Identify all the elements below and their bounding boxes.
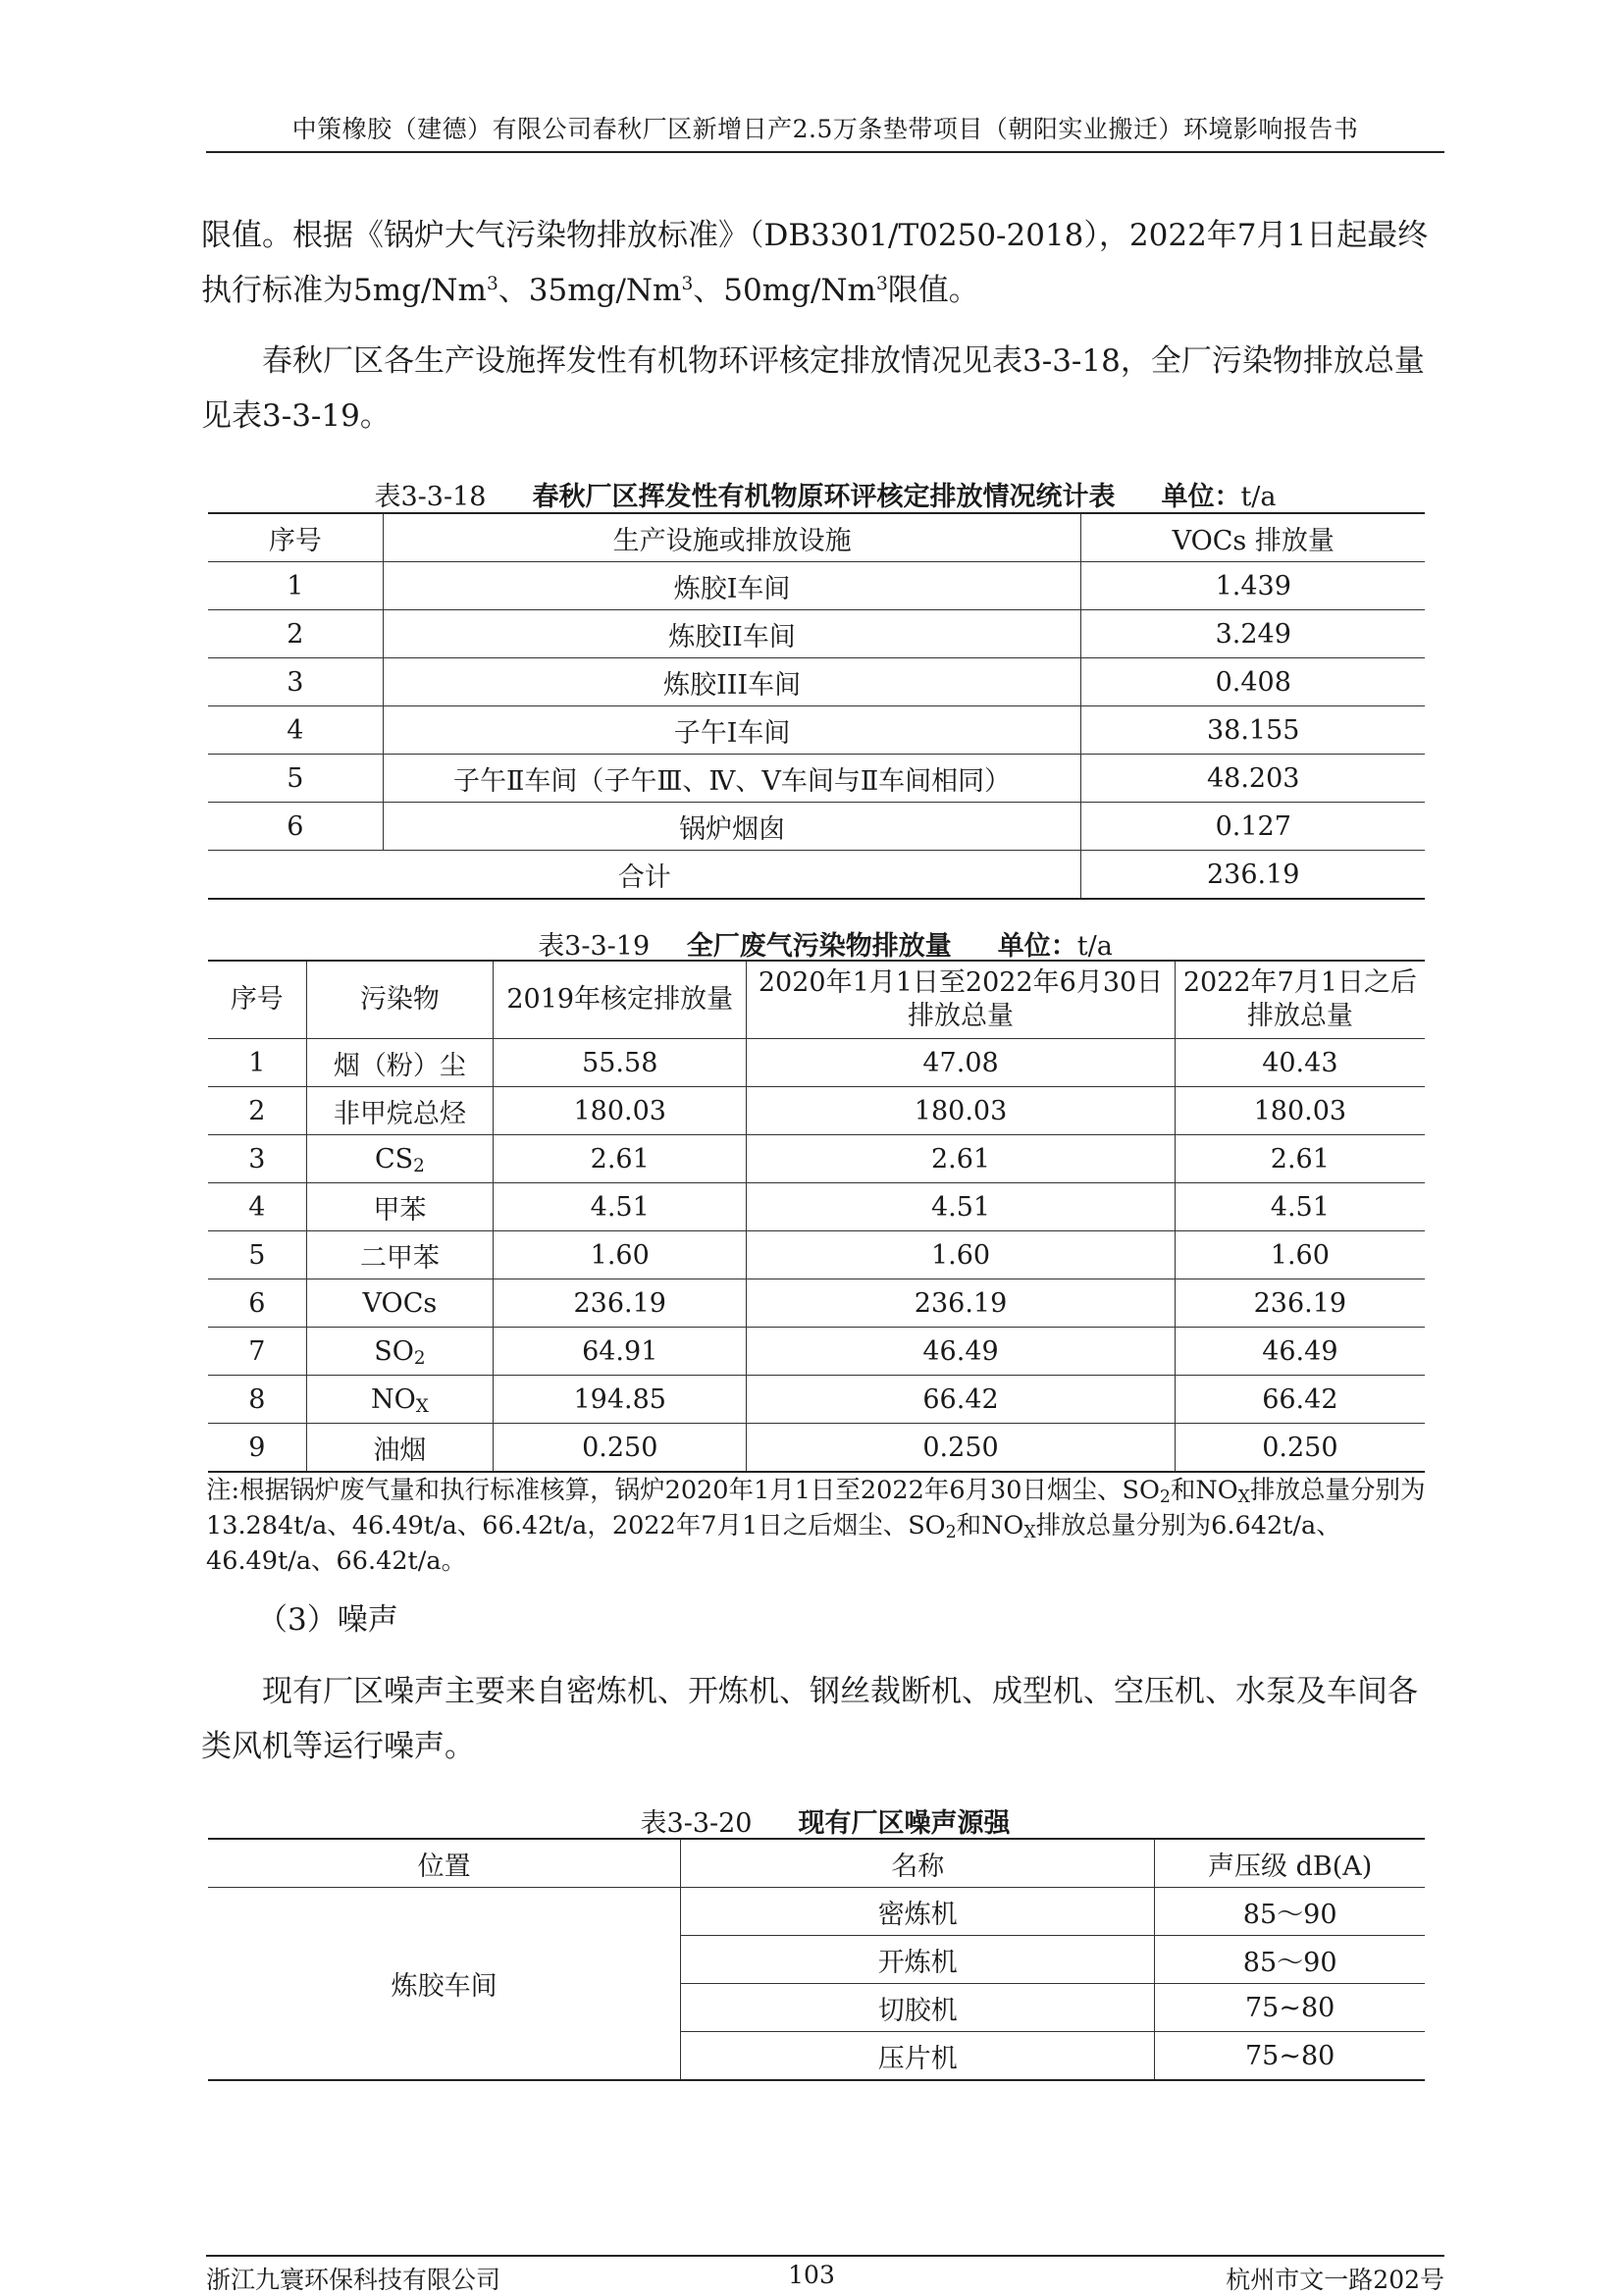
note-subscript: 2 xyxy=(1159,1487,1171,1507)
cell-after-2022 xyxy=(1175,1328,1425,1376)
cell-pollutant-text: 甲苯 xyxy=(373,1194,427,1226)
cell-2019 xyxy=(494,1135,747,1183)
footer-address: 杭州市文一路202号 xyxy=(1226,2266,1444,2294)
footer-company: 浙江九寰环保科技有限公司 xyxy=(206,2266,501,2294)
unit-exponent: 3 xyxy=(681,273,694,294)
cell-after-2022 xyxy=(1175,1087,1425,1135)
table-row xyxy=(208,1135,1425,1183)
cell-2019-text: 55.58 xyxy=(582,1047,658,1078)
cell-no xyxy=(208,1183,306,1231)
cell-voc: 1.439 xyxy=(1081,562,1425,610)
table-row xyxy=(208,1087,1425,1135)
cell-after-2022-text: 2.61 xyxy=(1270,1143,1330,1174)
table2-caption xyxy=(206,924,1444,963)
cell-no xyxy=(208,1376,306,1424)
cell-pollutant-text: CS xyxy=(374,1143,414,1174)
cell-facility: 锅炉烟囱 xyxy=(383,803,1081,851)
cell-no: 2 xyxy=(208,610,383,658)
cell-name: 压片机 xyxy=(681,2032,1155,2081)
col-header-no: 序号 xyxy=(208,961,306,1039)
table-row xyxy=(208,610,1425,658)
table1-caption-unit: t/a xyxy=(1240,482,1277,512)
cell-2019 xyxy=(494,1376,747,1424)
cell-pollutant-text: SO xyxy=(374,1335,414,1367)
cell-facility: 炼胶III车间 xyxy=(383,658,1081,706)
note-subscript: 2 xyxy=(945,1522,957,1542)
pollutant-subscript: 2 xyxy=(413,1155,425,1176)
cell-db: 75~80 xyxy=(1155,1984,1425,2032)
table-row xyxy=(208,1231,1425,1279)
cell-no: 4 xyxy=(208,706,383,755)
cell-no xyxy=(208,1087,306,1135)
cell-after-2022-text: 66.42 xyxy=(1262,1383,1338,1415)
cell-facility: 炼胶II车间 xyxy=(383,610,1081,658)
table2-caption-unit-label: 单位： xyxy=(997,931,1077,962)
cell-pollutant xyxy=(306,1279,493,1328)
pollutant-subscript: X xyxy=(415,1395,429,1417)
table1-caption-unit-label: 单位： xyxy=(1161,482,1241,512)
table-row xyxy=(208,562,1425,610)
para1-prefix: 限值。根据《锅炉大气污染物排放标准》（DB3301/T0250-2018），2022年7月1日起最终执行标准为5mg/Nm xyxy=(201,218,1429,308)
cell-no xyxy=(208,1328,306,1376)
table-total-row xyxy=(208,851,1425,900)
col-header-facility: 生产设施或排放设施 xyxy=(383,513,1081,562)
paragraph-emission-standard xyxy=(201,208,1447,318)
col-header-after-2022: 2022年7月1日之后排放总量 xyxy=(1175,961,1425,1039)
cell-2020-2022-text: 236.19 xyxy=(914,1287,1008,1319)
cell-no-text: 4 xyxy=(248,1191,266,1223)
cell-2020-2022 xyxy=(747,1279,1175,1328)
note-subscript: X xyxy=(1023,1522,1036,1542)
note-part2: 排放总量分别为13.284t/a、46.49t/a、66.42t/a，2022年7月1日之后烟尘、SO xyxy=(206,1476,1426,1540)
col-header-no: 序号 xyxy=(208,513,383,562)
cell-2019 xyxy=(494,1424,747,1473)
table2-caption-title: 全厂废气污染物排放量 xyxy=(686,931,952,962)
cell-2020-2022 xyxy=(747,1087,1175,1135)
cell-no-text: 8 xyxy=(248,1383,266,1415)
cell-total-label: 合计 xyxy=(208,851,1081,900)
table-noise-sources xyxy=(208,1838,1425,2081)
cell-no xyxy=(208,1424,306,1473)
table1-caption-title: 春秋厂区挥发性有机物原环评核定排放情况统计表 xyxy=(532,482,1116,512)
col-header-pollutant: 污染物 xyxy=(306,961,493,1039)
table-header-row xyxy=(208,513,1425,562)
paragraph-noise: 现有厂区噪声主要来自密炼机、开炼机、钢丝裁断机、成型机、空压机、水泵及车间各类风机等运行噪声。 xyxy=(201,1674,1418,1764)
cell-2020-2022-text: 1.60 xyxy=(930,1239,991,1271)
table-row xyxy=(208,658,1425,706)
cell-no-text: 5 xyxy=(248,1239,266,1271)
cell-after-2022-text: 236.19 xyxy=(1253,1287,1347,1319)
cell-pollutant xyxy=(306,1135,493,1183)
cell-2020-2022 xyxy=(747,1376,1175,1424)
cell-location: 炼胶车间 xyxy=(208,1888,681,2081)
cell-2020-2022-text: 0.250 xyxy=(922,1432,999,1463)
col-header-voc: VOCs 排放量 xyxy=(1081,513,1425,562)
table-waste-gas-emissions xyxy=(208,960,1425,1473)
cell-pollutant xyxy=(306,1039,493,1087)
cell-after-2022 xyxy=(1175,1135,1425,1183)
col-header-db: 声压级 dB(A) xyxy=(1155,1839,1425,1888)
cell-after-2022-text: 0.250 xyxy=(1262,1432,1338,1463)
cell-2020-2022-text: 47.08 xyxy=(922,1047,999,1078)
cell-facility: 炼胶I车间 xyxy=(383,562,1081,610)
cell-pollutant xyxy=(306,1328,493,1376)
cell-2020-2022-text: 46.49 xyxy=(922,1335,999,1367)
cell-2019 xyxy=(494,1328,747,1376)
cell-no-text: 9 xyxy=(248,1432,266,1463)
table3-caption-number: 表3-3-20 xyxy=(640,1808,753,1839)
cell-voc: 0.127 xyxy=(1081,803,1425,851)
cell-name: 开炼机 xyxy=(681,1936,1155,1984)
cell-2019 xyxy=(494,1231,747,1279)
cell-no-text: 3 xyxy=(248,1143,266,1174)
cell-2019-text: 1.60 xyxy=(590,1239,650,1271)
paragraph-voc-overview: 春秋厂区各生产设施挥发性有机物环评核定排放情况见表3-3-18，全厂污染物排放总量见表3-3-19。 xyxy=(201,343,1425,434)
table-row xyxy=(208,1888,1425,1936)
table-row xyxy=(208,706,1425,755)
cell-db: 75~80 xyxy=(1155,2032,1425,2081)
cell-no-text: 7 xyxy=(248,1335,266,1367)
cell-after-2022 xyxy=(1175,1376,1425,1424)
col-header-name: 名称 xyxy=(681,1839,1155,1888)
cell-pollutant-text: 烟（粉）尘 xyxy=(333,1050,466,1081)
cell-2020-2022 xyxy=(747,1328,1175,1376)
unit-exponent: 3 xyxy=(486,273,498,294)
cell-2019-text: 180.03 xyxy=(573,1095,666,1126)
cell-total-value: 236.19 xyxy=(1081,851,1425,900)
para1-suffix: 限值。 xyxy=(887,273,979,308)
cell-after-2022-text: 1.60 xyxy=(1270,1239,1330,1271)
cell-2019 xyxy=(494,1087,747,1135)
cell-no: 3 xyxy=(208,658,383,706)
cell-no: 1 xyxy=(208,562,383,610)
cell-2020-2022-text: 66.42 xyxy=(922,1383,999,1415)
cell-2019-text: 0.250 xyxy=(582,1432,658,1463)
cell-voc: 38.155 xyxy=(1081,706,1425,755)
unit-exponent: 3 xyxy=(875,273,888,294)
cell-2019 xyxy=(494,1039,747,1087)
cell-2020-2022 xyxy=(747,1039,1175,1087)
cell-after-2022-text: 46.49 xyxy=(1262,1335,1338,1367)
col-header-location: 位置 xyxy=(208,1839,681,1888)
para1-sep1: 、35mg/Nm xyxy=(497,273,682,308)
running-header: 中策橡胶（建德）有限公司春秋厂区新增日产2.5万条垫带项目（朝阳实业搬迁）环境影响报告书 xyxy=(291,115,1359,143)
cell-2019-text: 4.51 xyxy=(590,1191,650,1223)
table1-caption-number: 表3-3-18 xyxy=(374,482,487,512)
table2-caption-unit: t/a xyxy=(1076,931,1113,962)
col-header-2019: 2019年核定排放量 xyxy=(494,961,747,1039)
cell-after-2022 xyxy=(1175,1183,1425,1231)
cell-no-text: 1 xyxy=(248,1047,266,1078)
note-part1: 注:根据锅炉废气量和执行标准核算，锅炉2020年1月1日至2022年6月30日烟尘、SO xyxy=(206,1476,1160,1505)
cell-after-2022 xyxy=(1175,1231,1425,1279)
table-row xyxy=(208,755,1425,803)
cell-pollutant xyxy=(306,1087,493,1135)
table-header-row xyxy=(208,1839,1425,1888)
cell-facility: 子午Ⅰ车间 xyxy=(383,706,1081,755)
cell-after-2022 xyxy=(1175,1039,1425,1087)
cell-2019-text: 2.61 xyxy=(590,1143,650,1174)
cell-facility: 子午Ⅱ车间（子午Ⅲ、Ⅳ、Ⅴ车间与Ⅱ车间相同） xyxy=(383,755,1081,803)
cell-pollutant-text: 油烟 xyxy=(373,1435,427,1466)
para1-sep2: 、50mg/Nm xyxy=(693,273,876,308)
cell-2020-2022 xyxy=(747,1231,1175,1279)
table-row xyxy=(208,1376,1425,1424)
note-subscript: X xyxy=(1237,1487,1250,1507)
cell-2020-2022-text: 4.51 xyxy=(930,1191,991,1223)
table-header-row xyxy=(208,961,1425,1039)
cell-no xyxy=(208,1135,306,1183)
table-row xyxy=(208,1424,1425,1473)
cell-2020-2022 xyxy=(747,1424,1175,1473)
cell-2019-text: 64.91 xyxy=(582,1335,658,1367)
cell-no xyxy=(208,1039,306,1087)
cell-pollutant-text: 非甲烷总烃 xyxy=(333,1098,466,1129)
cell-voc: 3.249 xyxy=(1081,610,1425,658)
cell-2019-text: 194.85 xyxy=(573,1383,666,1415)
col-header-2020-2022: 2020年1月1日至2022年6月30日排放总量 xyxy=(747,961,1175,1039)
table2-caption-number: 表3-3-19 xyxy=(538,931,651,962)
cell-pollutant xyxy=(306,1183,493,1231)
table-voc-emissions xyxy=(208,512,1425,900)
cell-db: 85～90 xyxy=(1155,1936,1425,1984)
cell-no-text: 2 xyxy=(248,1095,266,1126)
table-row xyxy=(208,1279,1425,1328)
cell-after-2022 xyxy=(1175,1279,1425,1328)
note-and: 和NO xyxy=(956,1511,1024,1540)
cell-pollutant xyxy=(306,1424,493,1473)
section-heading-noise: （3）噪声 xyxy=(257,1602,398,1638)
table-row xyxy=(208,803,1425,851)
table-row xyxy=(208,1039,1425,1087)
cell-name: 切胶机 xyxy=(681,1984,1155,2032)
cell-name: 密炼机 xyxy=(681,1888,1155,1936)
cell-2020-2022 xyxy=(747,1183,1175,1231)
cell-2019 xyxy=(494,1279,747,1328)
cell-2019 xyxy=(494,1183,747,1231)
cell-no-text: 6 xyxy=(248,1287,266,1319)
cell-voc: 0.408 xyxy=(1081,658,1425,706)
cell-pollutant-text: 二甲苯 xyxy=(359,1242,440,1274)
cell-after-2022-text: 180.03 xyxy=(1253,1095,1347,1126)
page-number: 103 xyxy=(788,2261,835,2289)
cell-no: 6 xyxy=(208,803,383,851)
note-part3: 排放总量分别为6.642t/a、46.49t/a、66.42t/a。 xyxy=(206,1511,1341,1576)
cell-db: 85～90 xyxy=(1155,1888,1425,1936)
cell-2020-2022-text: 2.61 xyxy=(930,1143,991,1174)
cell-2019-text: 236.19 xyxy=(573,1287,666,1319)
cell-voc: 48.203 xyxy=(1081,755,1425,803)
cell-no xyxy=(208,1231,306,1279)
cell-after-2022-text: 40.43 xyxy=(1262,1047,1338,1078)
cell-pollutant xyxy=(306,1376,493,1424)
cell-after-2022-text: 4.51 xyxy=(1270,1191,1330,1223)
table1-caption xyxy=(206,475,1444,513)
cell-pollutant-text: VOCs xyxy=(362,1287,438,1319)
pollutant-subscript: 2 xyxy=(413,1347,426,1369)
table3-caption xyxy=(206,1801,1444,1840)
cell-after-2022 xyxy=(1175,1424,1425,1473)
table-row xyxy=(208,1328,1425,1376)
cell-no: 5 xyxy=(208,755,383,803)
note-and: 和NO xyxy=(1170,1476,1238,1505)
header-rule xyxy=(206,151,1444,153)
cell-pollutant xyxy=(306,1231,493,1279)
table-note xyxy=(206,1473,1444,1579)
cell-pollutant-text: NO xyxy=(370,1383,416,1415)
footer-rule xyxy=(206,2255,1444,2257)
cell-2020-2022-text: 180.03 xyxy=(914,1095,1008,1126)
cell-no xyxy=(208,1279,306,1328)
cell-2020-2022 xyxy=(747,1135,1175,1183)
table-row xyxy=(208,1183,1425,1231)
table3-caption-title: 现有厂区噪声源强 xyxy=(798,1808,1011,1839)
